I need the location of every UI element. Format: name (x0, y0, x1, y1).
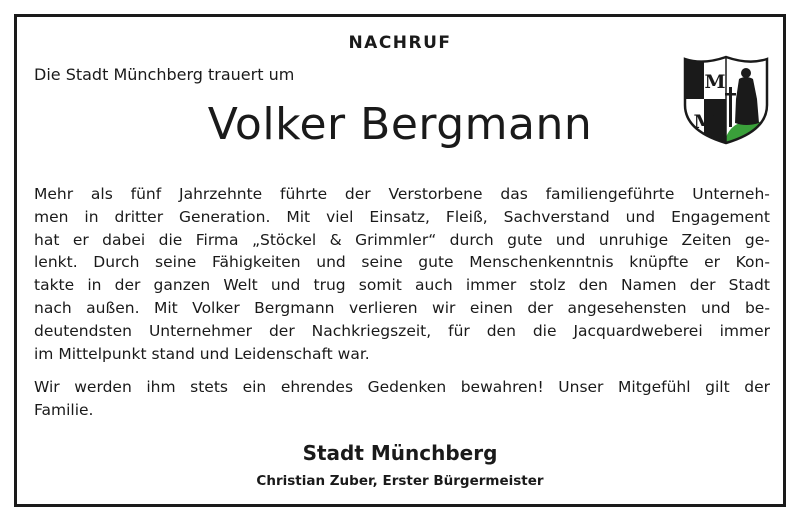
text-word: Familie. (34, 401, 94, 420)
text-word: die (158, 230, 183, 249)
paragraph-1 (34, 183, 770, 365)
text-word: familiengeführte (545, 185, 675, 203)
text-line (34, 297, 770, 320)
text-word: Fähigkeiten (211, 253, 301, 272)
text-word: und (270, 276, 301, 295)
text-word: Fleiß, (445, 207, 488, 226)
text-word: er (72, 230, 89, 249)
text-word: immer (719, 321, 770, 340)
text-word: werden (74, 378, 132, 397)
text-word: Stadt (728, 276, 770, 295)
text-word: ganzen (153, 276, 211, 295)
text-word: Unternehmer (148, 321, 253, 340)
text-word: Volker (192, 298, 240, 317)
text-word: Bergmann (254, 298, 335, 317)
text-word: Engagement (671, 207, 770, 226)
text-word: und (625, 207, 656, 226)
text-word: den (486, 321, 516, 340)
text-word: immer (465, 276, 517, 295)
text-word: gilt (705, 378, 730, 397)
text-word: Generation. (179, 207, 271, 226)
text-word: den (578, 276, 608, 295)
text-word: der (689, 276, 716, 295)
text-word: der (744, 378, 770, 397)
text-word: viel (326, 207, 354, 226)
text-word: Wir (34, 378, 60, 397)
text-word: er (704, 253, 721, 272)
text-line (34, 274, 770, 297)
text-word: gute (507, 230, 543, 249)
text-word: Jacquardweberei (573, 321, 703, 340)
text-word: trug (313, 276, 346, 295)
text-word: der (527, 298, 554, 317)
signature-name: Christian Zuber, Erster Bürgermeister (256, 473, 544, 489)
text-word: Mit (286, 207, 311, 226)
text-word: die (532, 321, 557, 340)
text-word: einen (469, 298, 513, 317)
text-word: ge- (744, 230, 770, 249)
text-word: in (87, 276, 102, 295)
text-word: ein (242, 378, 267, 397)
text-word: im Mittelpunkt stand und Leidenschaft war. (34, 344, 370, 363)
text-word: Welt (223, 276, 258, 295)
text-word: verlieren (348, 298, 418, 317)
paragraph-2 (34, 376, 770, 422)
text-word: für (448, 321, 470, 340)
text-word: auch (415, 276, 453, 295)
text-word: hat (34, 230, 60, 249)
text-word: seine (361, 253, 403, 272)
text-word: Einsatz, (369, 207, 430, 226)
text-word: seine (155, 253, 197, 272)
text-word: ehrendes (280, 378, 354, 397)
text-word: somit (358, 276, 402, 295)
text-word: in (84, 207, 99, 226)
text-word: angesehensten (567, 298, 687, 317)
text-line (34, 206, 770, 229)
text-word: stolz (529, 276, 566, 295)
text-word: knüpfte (629, 253, 689, 272)
text-word: bewahren! (460, 378, 544, 397)
text-word: & (329, 230, 342, 249)
signature-organization: Stadt Münchberg (302, 441, 498, 465)
text-word: Zeiten (681, 230, 732, 249)
text-word: nach (34, 298, 72, 317)
text-word: und (555, 230, 586, 249)
crest-letter-bottom: M (693, 111, 715, 133)
text-word: Mit (153, 298, 178, 317)
text-word: Menschenkenntnis (469, 253, 614, 272)
text-word: Verstorbene (388, 185, 483, 203)
crest-letter-top: M (704, 71, 726, 93)
text-word: wir (432, 298, 456, 317)
text-word: stets (190, 378, 228, 397)
text-word: und (316, 253, 346, 272)
text-word: als (90, 185, 113, 203)
notice-frame (14, 14, 786, 507)
text-word: durch (449, 230, 494, 249)
text-word: Mehr (34, 185, 74, 203)
text-word: der (344, 185, 371, 203)
text-word: men (34, 207, 69, 226)
text-word: fünf (130, 185, 162, 203)
text-word: führte (280, 185, 328, 203)
text-word: deutendsten (34, 321, 132, 340)
notice-heading: NACHRUF (348, 33, 452, 53)
text-line (34, 399, 770, 422)
text-line (34, 343, 770, 366)
text-word: takte (34, 276, 75, 295)
text-word: Grimmler“ (355, 230, 437, 249)
deceased-name: Volker Bergmann (207, 99, 593, 150)
obituary-text (34, 183, 770, 433)
text-line (34, 376, 770, 399)
text-word: unruhige (598, 230, 669, 249)
text-word: Nachkriegszeit, (311, 321, 432, 340)
text-line (34, 320, 770, 343)
text-word: Sachverstand (503, 207, 610, 226)
text-word: Durch (93, 253, 140, 272)
text-word: lenkt. (34, 253, 78, 272)
text-word: Unterneh- (692, 185, 770, 203)
text-word: und (701, 298, 731, 317)
coat-of-arms-icon (681, 53, 771, 145)
text-word: be- (744, 298, 770, 317)
text-word: Mitgefühl (618, 378, 691, 397)
text-word: Gedenken (367, 378, 447, 397)
text-word: dritter (114, 207, 164, 226)
text-word: Kon- (735, 253, 770, 272)
text-word: gute (418, 253, 454, 272)
text-word: ihm (146, 378, 176, 397)
text-word: der (114, 276, 141, 295)
text-line (34, 183, 770, 206)
text-word: das (500, 185, 528, 203)
text-line (34, 251, 770, 274)
text-word: Unser (558, 378, 604, 397)
text-word: dabei (102, 230, 146, 249)
text-word: „Stöckel (251, 230, 317, 249)
text-word: Firma (195, 230, 239, 249)
text-line (34, 229, 770, 252)
text-word: der (268, 321, 295, 340)
text-word: Jahrzehnte (179, 185, 263, 203)
text-word: Namen (621, 276, 677, 295)
intro-line: Die Stadt Münchberg trauert um (34, 65, 295, 84)
text-word: außen. (86, 298, 140, 317)
